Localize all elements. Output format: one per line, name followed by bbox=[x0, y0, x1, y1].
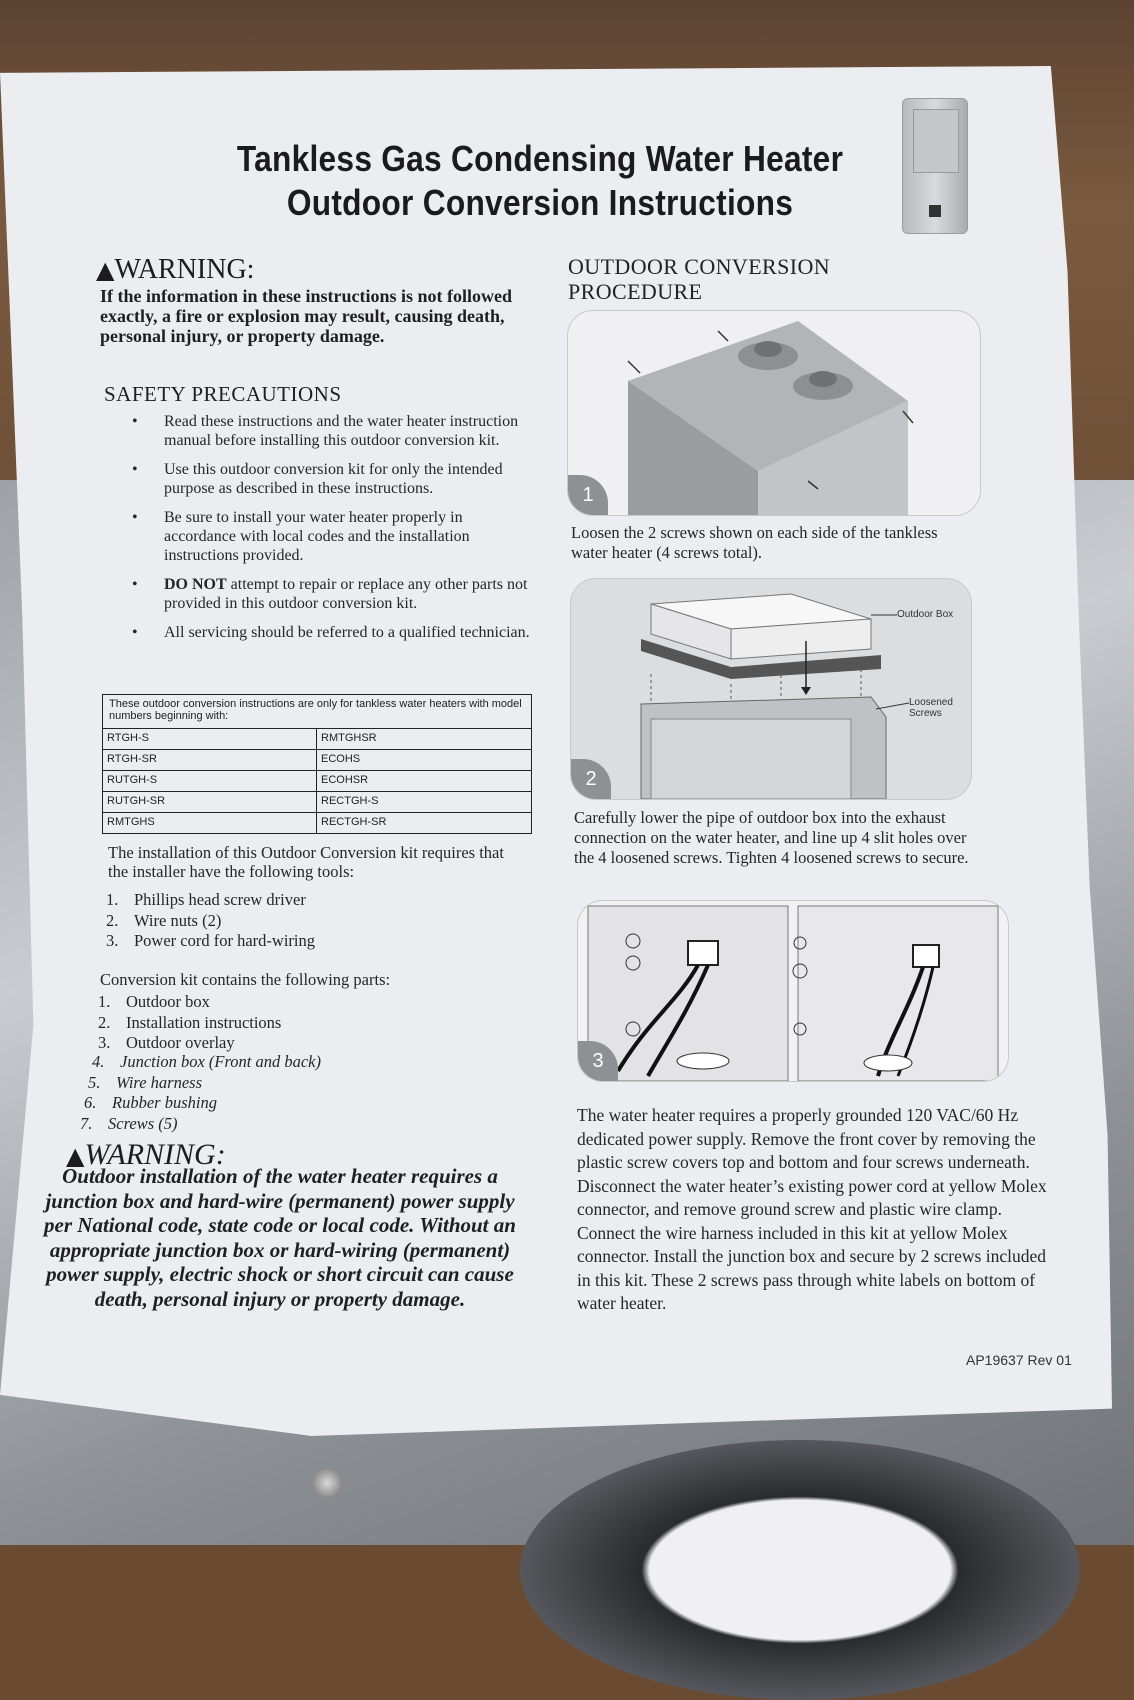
list-item: 4. Junction box (Front and back) bbox=[92, 1052, 321, 1071]
list-item: 2. Wire nuts (2) bbox=[106, 910, 222, 930]
model-table-note: These outdoor conversion instructions are only for tankless water heaters with model numbers beginning with: bbox=[103, 695, 531, 729]
list-item: 5. Wire harness bbox=[88, 1072, 203, 1092]
procedure-heading: OUTDOOR CONVERSION PROCEDURE bbox=[568, 254, 831, 304]
title-line-1: Tankless Gas Condensing Water Heater bbox=[236, 138, 844, 179]
safety-precautions-heading: SAFETY PRECAUTIONS bbox=[104, 382, 342, 406]
step-2-caption: Carefully lower the pipe of outdoor box into the exhaust connection on the water heater, and line up 4 slit holes over the 4 loosened screws. Tighten 4 loosened screws to secure. bbox=[574, 808, 969, 867]
figure-step-2 bbox=[570, 578, 972, 800]
safety-bullet: • All servicing should be referred to a qualified technician. bbox=[132, 623, 532, 642]
step-1-caption: Loosen the 2 screws shown on each side of the tankless water heater (4 screws total). bbox=[571, 523, 938, 562]
table-row: RUTGH-S ECOHSR bbox=[103, 771, 531, 792]
warning-text-1: If the information in these instructions is not followed exactly, a fire or explosion may result, causing death, personal injury, or property damage. bbox=[100, 286, 513, 346]
table-row: RMTGHS RECTGH-SR bbox=[103, 813, 531, 833]
safety-bullet: • DO NOT attempt to repair or replace any other parts not provided in this outdoor conversion kit. bbox=[132, 575, 532, 613]
figure-step-3 bbox=[577, 900, 1009, 1082]
water-heater-icon bbox=[902, 98, 968, 234]
title-line-2: Outdoor Conversion Instructions bbox=[286, 182, 794, 223]
parts-list bbox=[98, 992, 281, 1054]
safety-bullet: • Be sure to install your water heater properly in accordance with local codes and the installation instructions provided. bbox=[132, 508, 532, 565]
safety-bullet: • Read these instructions and the water heater instruction manual before installing this outdoor conversion kit. bbox=[132, 412, 532, 450]
warning-triangle-icon: ▲ bbox=[96, 256, 115, 284]
list-item: 3. Power cord for hard-wiring bbox=[106, 931, 315, 950]
warning-heading-2: ▲WARNING: bbox=[66, 1138, 226, 1171]
water-heater-top-illustration bbox=[568, 311, 980, 515]
callout-outdoor-box: Outdoor Box bbox=[897, 609, 954, 620]
list-item: 1. Phillips head screw driver bbox=[106, 890, 306, 909]
list-item: 6. Rubber bushing bbox=[84, 1093, 217, 1112]
step-3-caption: The water heater requires a properly grounded 120 VAC/60 Hz dedicated power supply. Remove the front cover by removing the plastic screw covers top and bottom and four screws underneath. Disconnect the water heater’s existing power cord at yellow Molex connector, and remove ground screw and plastic wire clamp. Connect the wire harness included in this kit at yellow Molex connector. Install the junction box and secure by 2 screws included in this kit. These 2 screws pass through white labels on bottom of water heater. bbox=[577, 1105, 1047, 1313]
wiring-illustration bbox=[578, 901, 1008, 1081]
tools-intro: The installation of this Outdoor Conversion kit requires that the installer have the following tools: bbox=[108, 843, 504, 881]
warning-triangle-icon: ▲ bbox=[66, 1142, 85, 1170]
step-number-badge: 2 bbox=[571, 759, 611, 799]
model-number-table bbox=[102, 694, 532, 834]
step-number-badge: 1 bbox=[568, 475, 608, 515]
list-item: 1. Outdoor box bbox=[98, 992, 210, 1011]
document-number: AP19637 Rev 01 bbox=[966, 1352, 1072, 1368]
safety-bullet: • Use this outdoor conversion kit for only the intended purpose as described in these instructions. bbox=[132, 460, 532, 498]
tools-list bbox=[106, 890, 315, 952]
parts-intro: Conversion kit contains the following parts: bbox=[100, 970, 391, 989]
callout-loosened-screws: Loosened Screws bbox=[909, 697, 953, 719]
list-item: 2. Installation instructions bbox=[98, 1012, 282, 1032]
list-item: 3. Outdoor overlay bbox=[98, 1033, 235, 1052]
warning-heading-1: ▲WARNING: bbox=[96, 254, 255, 285]
table-row: RTGH-SR ECOHS bbox=[103, 750, 531, 771]
safety-bullet-list bbox=[132, 412, 532, 652]
parts-list-continued bbox=[80, 1052, 321, 1134]
table-row: RUTGH-SR RECTGH-S bbox=[103, 792, 531, 813]
list-item: 7. Screws (5) bbox=[80, 1113, 178, 1133]
table-row: RTGH-S RMTGHSR bbox=[103, 729, 531, 750]
background-screw bbox=[312, 1468, 342, 1498]
step-number-badge: 3 bbox=[578, 1041, 618, 1081]
warning-text-2: Outdoor installation of the water heater requires a junction box and hard-wire (permanent) power supply per National code, state code or local code. Without an appropriate junction box or hard-wiring (permanent) power supply, electric shock or short circuit can cause death, personal injury or property damage. bbox=[44, 1164, 516, 1311]
background-vent-pipe bbox=[520, 1440, 1080, 1700]
figure-step-1 bbox=[567, 310, 981, 516]
